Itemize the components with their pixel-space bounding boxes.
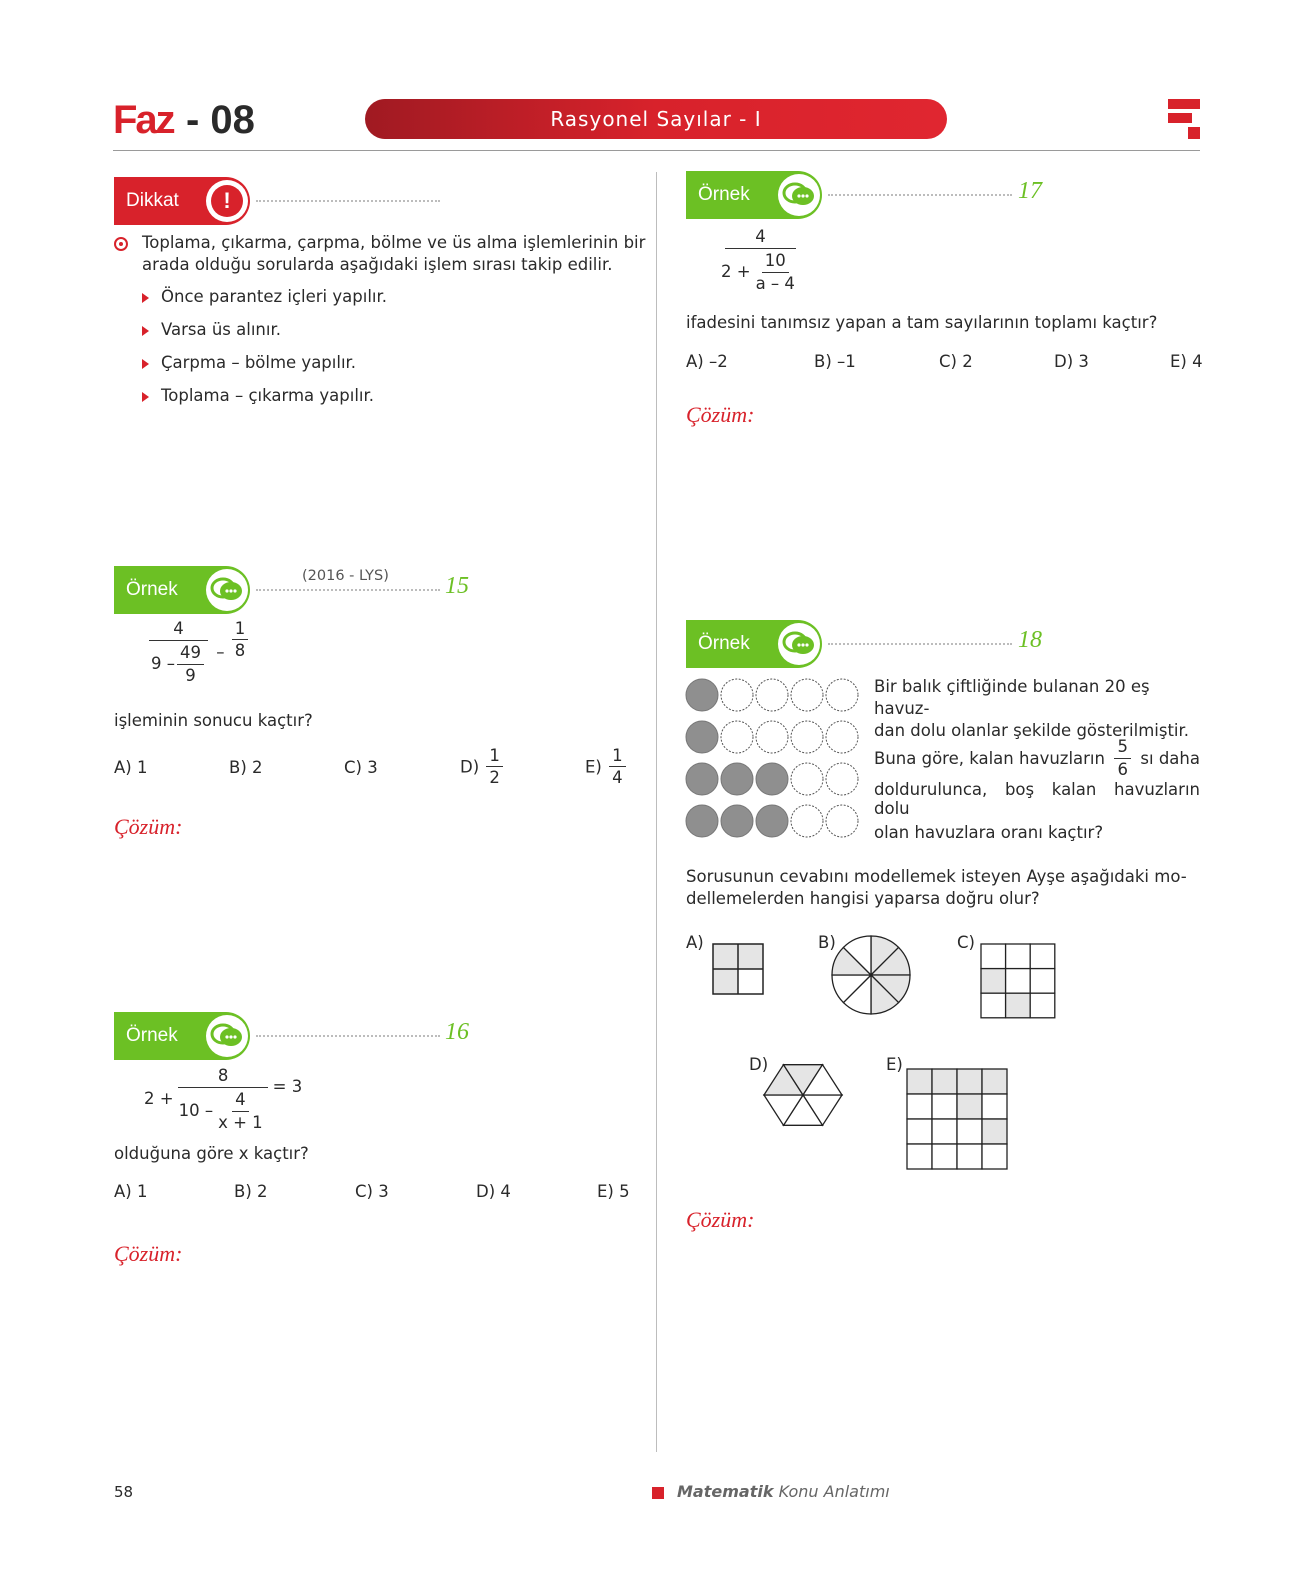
- empty-pool: [791, 679, 823, 711]
- speech-bubble-icon: [778, 623, 820, 665]
- q16-expression: [144, 1067, 302, 1131]
- empty-pool: [791, 805, 823, 837]
- empty-pool: [826, 763, 858, 795]
- grid-cell: [981, 993, 1006, 1018]
- ornek-label: Örnek: [126, 579, 178, 600]
- q16-dots: [256, 1035, 440, 1037]
- q17-big-fraction: 4 2 + $\frac{10}{a - 4}$: [718, 228, 803, 292]
- grid-cell: [1006, 993, 1031, 1018]
- corner-logo-icon: [1168, 99, 1200, 139]
- step-item: Çarpma – bölme yapılır.: [142, 353, 387, 386]
- footer-square-icon: [652, 1487, 664, 1499]
- empty-pool: [826, 721, 858, 753]
- q15-option-a[interactable]: A) 1: [114, 758, 148, 777]
- grid-cell: [907, 1069, 932, 1094]
- q15-minus: –: [216, 642, 225, 662]
- brand-text: Faz: [113, 98, 174, 142]
- column-divider: [656, 172, 657, 1452]
- empty-pool: [756, 721, 788, 753]
- q18-dots: [828, 643, 1012, 645]
- grid-cell: [932, 1094, 957, 1119]
- header-rule: [113, 150, 1200, 151]
- q15-one-eighth: $\frac{1}{8}$: [232, 620, 249, 660]
- q16-option-b[interactable]: B) 2: [234, 1182, 268, 1201]
- q16-cozum-label: Çözüm:: [114, 1241, 183, 1266]
- q18-option-c-figure[interactable]: [980, 943, 1056, 1019]
- q18-option-d-label[interactable]: D): [749, 1055, 769, 1074]
- q16-inner-fraction: $\frac{4}{x + 1}$: [218, 1090, 263, 1132]
- full-pool: [686, 763, 718, 795]
- q16-question: olduğuna göre x kaçtır?: [114, 1144, 309, 1163]
- q17-dots: [828, 194, 1012, 196]
- full-pool: [686, 805, 718, 837]
- grid-cell: [982, 1144, 1007, 1169]
- full-pool: [756, 763, 788, 795]
- speech-bubble-icon: [206, 569, 248, 611]
- dikkat-intro-line1: Toplama, çıkarma, çarpma, bölme ve üs alma işlemlerinin bir: [142, 233, 646, 252]
- q18-text1-line1: Bir balık çiftliğinde bulanan 20 eş havuz-: [874, 677, 1150, 718]
- grid-cell: [957, 1069, 982, 1094]
- q15-option-b[interactable]: B) 2: [229, 758, 263, 777]
- q15-inner-fraction: $\frac{49}{9}$: [177, 644, 204, 684]
- empty-pool: [826, 805, 858, 837]
- q17-option-a[interactable]: A) –2: [686, 352, 728, 371]
- q15-option-c[interactable]: C) 3: [344, 758, 378, 777]
- grid-cell: [1006, 944, 1031, 969]
- ornek-label: Örnek: [698, 633, 750, 654]
- q18-option-c-label[interactable]: C): [957, 933, 975, 952]
- q15-dots: [256, 589, 440, 591]
- grid-cell: [982, 1094, 1007, 1119]
- exclamation-icon: !: [206, 180, 248, 222]
- page-number: 58: [114, 1483, 134, 1501]
- grid-cell: [957, 1144, 982, 1169]
- q18-text2-post: sı daha: [1140, 748, 1200, 768]
- grid-cell: [932, 1144, 957, 1169]
- q15-number: 15: [445, 573, 469, 599]
- grid-cell: [981, 969, 1006, 994]
- q18-option-b-label[interactable]: B): [818, 933, 836, 952]
- q17-number: 17: [1018, 178, 1042, 204]
- speech-bubble-icon: [778, 174, 820, 216]
- header: [0, 0, 1303, 160]
- q16-two: 2 +: [144, 1089, 174, 1109]
- title-banner: [365, 99, 947, 139]
- q17-option-b[interactable]: B) –1: [814, 352, 856, 371]
- footer-subject-bold: Matematik: [677, 1482, 774, 1501]
- pools-figure: [684, 677, 860, 845]
- full-pool: [721, 805, 753, 837]
- q18-cozum-label: Çözüm:: [686, 1207, 755, 1232]
- grid-cell: [957, 1094, 982, 1119]
- grid-cell: [1006, 969, 1031, 994]
- q16-option-d[interactable]: D) 4: [476, 1182, 511, 1201]
- q17-expression: [716, 228, 805, 292]
- ornek-label: Örnek: [698, 184, 750, 205]
- dikkat-intro: [142, 232, 645, 276]
- speech-bubble-icon: [206, 1015, 248, 1057]
- dikkat-badge: [114, 177, 250, 225]
- q18-text1-line2: dan dolu olanlar şekilde gösterilmiştir.: [874, 721, 1190, 740]
- q18-prompt: [686, 866, 1200, 910]
- q18-option-a-figure[interactable]: [712, 943, 764, 995]
- q16-option-c[interactable]: C) 3: [355, 1182, 389, 1201]
- empty-pool: [791, 763, 823, 795]
- empty-pool: [791, 721, 823, 753]
- q15-option-d[interactable]: D) $\frac{1}{2}$: [460, 747, 505, 787]
- arrow-right-icon: [142, 326, 149, 336]
- grid-cell: [1030, 993, 1055, 1018]
- empty-pool: [826, 679, 858, 711]
- grid-cell: [932, 1119, 957, 1144]
- q18-option-d-figure[interactable]: [762, 1058, 844, 1132]
- q18-text2: [874, 737, 1200, 842]
- step-item: Varsa üs alınır.: [142, 320, 387, 353]
- arrow-right-icon: [142, 359, 149, 369]
- q16-option-e[interactable]: E) 5: [597, 1182, 630, 1201]
- ornek-badge-16: [114, 1012, 250, 1060]
- q15-numerator: 4: [149, 620, 208, 641]
- ornek-badge-15: [114, 566, 250, 614]
- q17-option-c[interactable]: C) 2: [939, 352, 973, 371]
- empty-pool: [756, 679, 788, 711]
- grid-cell: [1030, 969, 1055, 994]
- full-pool: [756, 805, 788, 837]
- brand-logo: [113, 98, 174, 142]
- grid-cell: [907, 1144, 932, 1169]
- page-title: Rasyonel Sayılar - I: [550, 107, 762, 131]
- dikkat-intro-line2: arada olduğu sorularda aşağıdaki işlem sırası takip edilir.: [142, 255, 613, 274]
- q18-prompt-line1: Sorusunun cevabını modellemek isteyen Ayşe aşağıdaki mo-: [686, 867, 1187, 886]
- q15-option-e[interactable]: E) $\frac{1}{4}$: [585, 747, 628, 787]
- unit-code: - 08: [186, 98, 255, 142]
- footer-subject-rest: Konu Anlatımı: [778, 1482, 890, 1501]
- q18-text: [874, 676, 1200, 742]
- grid-cell: [932, 1069, 957, 1094]
- q18-text2-pre: Buna göre, kalan havuzların: [874, 748, 1105, 768]
- dikkat-bullet-icon: [114, 237, 128, 251]
- q15-nine: 9 –: [151, 654, 175, 674]
- dikkat-label: Dikkat: [126, 190, 179, 211]
- q18-option-e-label[interactable]: E): [886, 1055, 903, 1074]
- q15-big-fraction: [148, 620, 209, 684]
- q16-option-a[interactable]: A) 1: [114, 1182, 148, 1201]
- q18-prompt-line2: dellemelerden hangisi yaparsa doğru olur?: [686, 889, 1040, 908]
- step-item: Önce parantez içleri yapılır.: [142, 287, 387, 320]
- grid-cell: [907, 1094, 932, 1119]
- q15-cozum-label: Çözüm:: [114, 814, 183, 839]
- q16-equals: = 3: [272, 1077, 303, 1097]
- q18-text2-line3: olan havuzlara oranı kaçtır?: [874, 823, 1104, 842]
- step-item: Toplama – çıkarma yapılır.: [142, 386, 387, 419]
- footer-subject: [677, 1482, 890, 1501]
- q18-number: 18: [1018, 627, 1042, 653]
- grid-cell: [907, 1119, 932, 1144]
- grid-cell: [957, 1119, 982, 1144]
- ornek-label: Örnek: [126, 1025, 178, 1046]
- grid-cell: [981, 944, 1006, 969]
- full-pool: [721, 763, 753, 795]
- q17-question: ifadesini tanımsız yapan a tam sayılarının toplamı kaçtır?: [686, 313, 1158, 332]
- q18-text2-line2: doldurulunca, boş kalan havuzların dolu: [874, 780, 1200, 818]
- grid-cell: [982, 1119, 1007, 1144]
- empty-pool: [721, 721, 753, 753]
- ornek-badge-18: [686, 620, 822, 668]
- q18-option-e-figure[interactable]: [906, 1068, 1008, 1170]
- dikkat-dots: [256, 200, 440, 202]
- empty-pool: [721, 679, 753, 711]
- arrow-right-icon: [142, 392, 149, 402]
- arrow-right-icon: [142, 293, 149, 303]
- q16-big-fraction: 8 10 – $\frac{4}{x + 1}$: [176, 1067, 271, 1131]
- grid-cell: [1030, 944, 1055, 969]
- q18-fraction: $\frac{5}{6}$: [1114, 738, 1131, 778]
- q16-number: 16: [445, 1019, 469, 1045]
- q15-expression: [146, 620, 250, 684]
- q18-option-a-label[interactable]: A): [686, 933, 704, 952]
- q18-option-b-figure[interactable]: [830, 934, 912, 1016]
- ornek-badge-17: [686, 171, 822, 219]
- full-pool: [686, 721, 718, 753]
- q17-inner-fraction: $\frac{10}{a - 4}$: [755, 251, 795, 293]
- full-pool: [686, 679, 718, 711]
- q15-question: işleminin sonucu kaçtır?: [114, 711, 313, 730]
- q17-option-d[interactable]: D) 3: [1054, 352, 1089, 371]
- q17-option-e[interactable]: E) 4: [1170, 352, 1203, 371]
- dikkat-steps: [142, 287, 387, 419]
- q15-source: (2016 - LYS): [302, 568, 389, 584]
- q17-cozum-label: Çözüm:: [686, 402, 755, 427]
- grid-cell: [982, 1069, 1007, 1094]
